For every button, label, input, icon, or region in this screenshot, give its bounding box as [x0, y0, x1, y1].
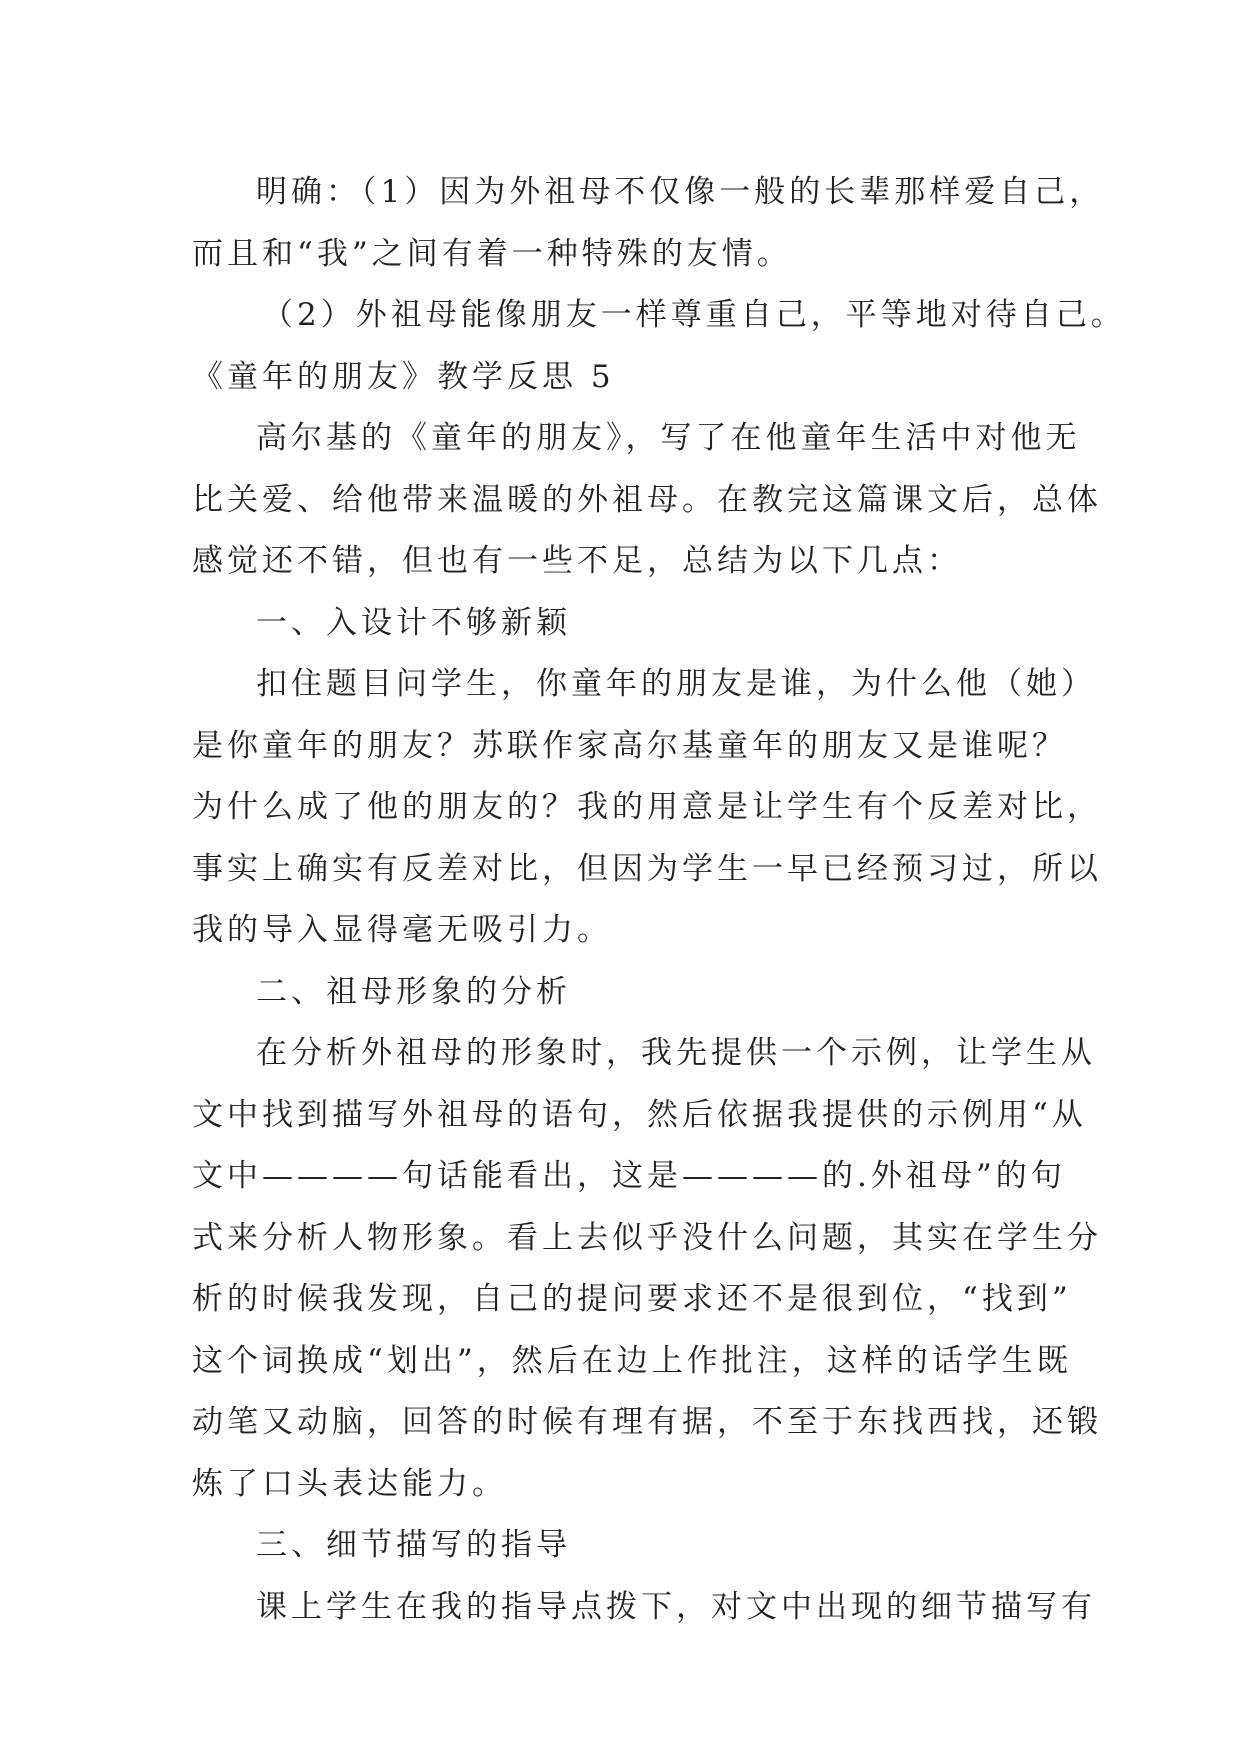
paragraph-line: 高尔基的《童年的朋友》，写了在他童年生活中对他无 — [256, 420, 1081, 456]
document-body — [192, 162, 1126, 1638]
paragraph-line: 而且和“我”之间有着一种特殊的友情。 — [192, 235, 792, 272]
paragraph-line: 在分析外祖母的形象时，我先提供一个示例，让学生从 — [256, 1035, 1096, 1071]
section-title: 《童年的朋友》教学反思 5 — [192, 358, 615, 395]
paragraph-line: 事实上确实有反差对比，但因为学生一早已经预习过，所以 — [192, 850, 1102, 887]
paragraph-line: 比关爱、给他带来温暖的外祖母。在教完这篇课文后，总体 — [192, 481, 1102, 518]
paragraph-line: 文中找到描写外祖母的语句，然后依据我提供的示例用“从 — [192, 1096, 1087, 1133]
paragraph-line: 课上学生在我的指导点拨下，对文中出现的细节描写有 — [256, 1588, 1096, 1625]
paragraph-line: 这个词换成“划出”，然后在边上作批注，这样的话学生既 — [192, 1342, 1072, 1379]
subheading: 三、细节描写的指导 — [256, 1527, 571, 1563]
subheading: 二、祖母形象的分析 — [256, 973, 571, 1010]
subheading: 一、入设计不够新颖 — [256, 604, 571, 641]
paragraph-line: 析的时候我发现，自己的提问要求还不是很到位，“找到” — [192, 1281, 1072, 1317]
paragraph-line: 是你童年的朋友？苏联作家高尔基童年的朋友又是谁呢？ — [192, 727, 1067, 764]
paragraph-line: （2）外祖母能像朋友一样尊重自己，平等地对待自己。 — [262, 297, 1126, 333]
paragraph-line: 炼了口头表达能力。 — [192, 1465, 507, 1502]
paragraph-line: 为什么成了他的朋友的？我的用意是让学生有个反差对比， — [192, 789, 1102, 825]
paragraph-line: 动笔又动脑，回答的时候有理有据，不至于东找西找，还锻 — [192, 1404, 1102, 1440]
paragraph-line: 明确：（1）因为外祖母不仅像一般的长辈那样爱自己， — [256, 174, 1105, 210]
paragraph-line: 式来分析人物形象。看上去似乎没什么问题，其实在学生分 — [192, 1219, 1102, 1256]
paragraph-line: 扣住题目问学生，你童年的朋友是谁，为什么他（她） — [256, 666, 1096, 702]
paragraph-line: 文中————句话能看出，这是————的.外祖母”的句 — [192, 1158, 1066, 1194]
paragraph-line: 感觉还不错，但也有一些不足，总结为以下几点： — [192, 543, 962, 579]
paragraph-line: 我的导入显得毫无吸引力。 — [192, 912, 612, 948]
